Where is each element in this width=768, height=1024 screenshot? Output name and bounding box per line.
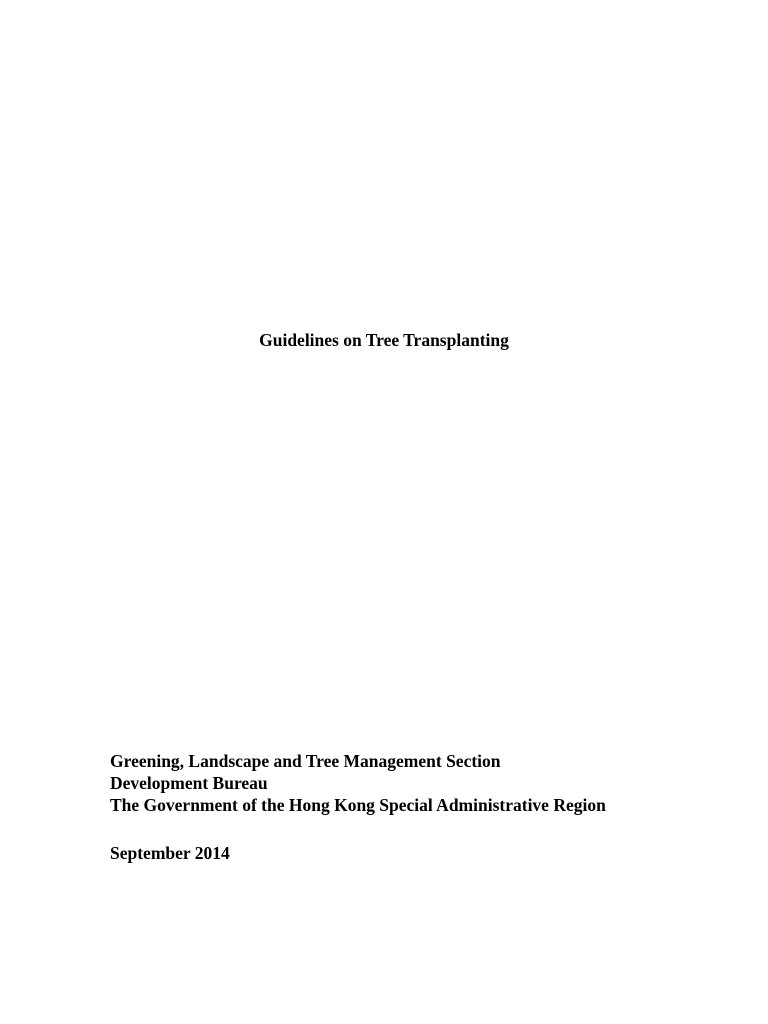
government-name: The Government of the Hong Kong Special Administrative Region [110,795,606,815]
publication-date: September 2014 [110,843,230,863]
document-title: Guidelines on Tree Transplanting [259,330,509,350]
issuing-organization [110,750,606,816]
section-name: Greening, Landscape and Tree Management Section [110,751,501,771]
bureau-name: Development Bureau [110,773,268,793]
